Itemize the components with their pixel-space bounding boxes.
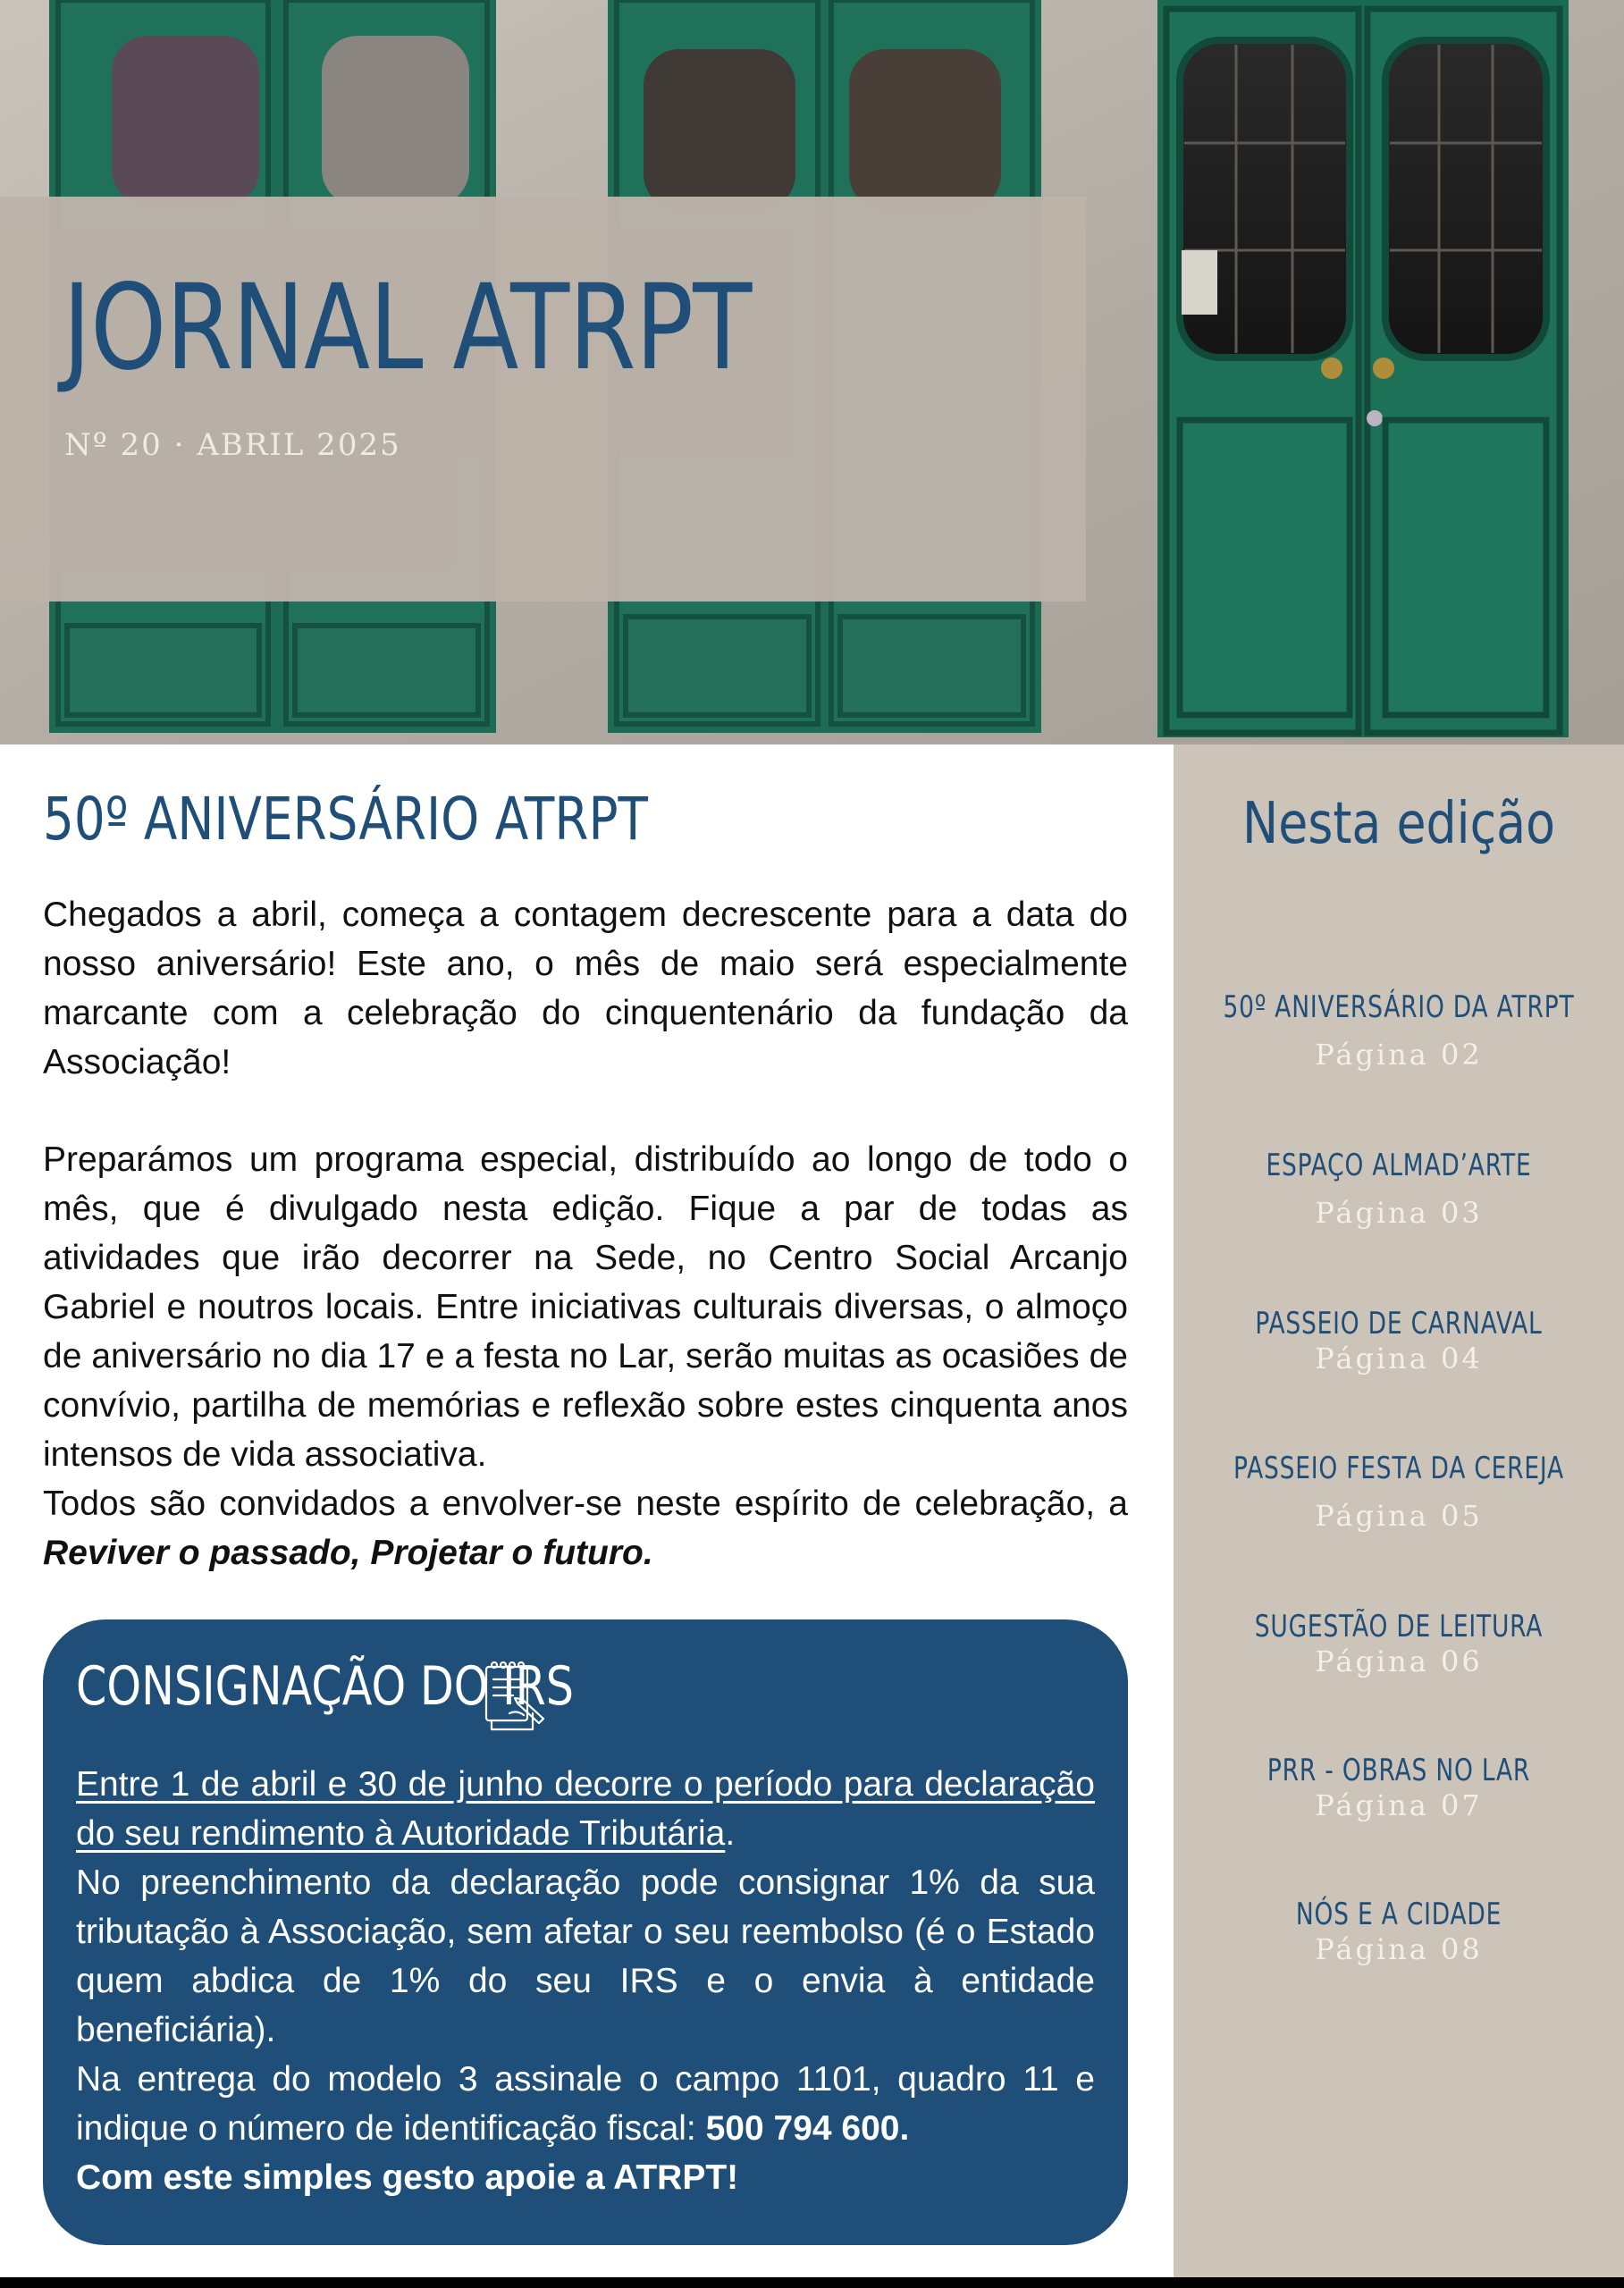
toc-item-label: ESPAÇO ALMAD’ARTE [1266, 1148, 1532, 1183]
article-paragraph: Chegados a abril, começa a contagem decrescente para a data do nosso aniversário! Este ano, o mês de maio será especialmente marcante com a celebração do cinquentenário da fundação da Associação! [43, 896, 1128, 1081]
toc-item-page: Página 07 [1315, 1788, 1483, 1822]
toc-title: Nesta edição [1242, 791, 1555, 857]
irs-title: CONSIGNAÇÃO DO IRS [76, 1655, 575, 1718]
toc-item-page: Página 04 [1315, 1342, 1483, 1375]
article-paragraph: Preparámos um programa especial, distribuído ao longo de todo o mês, que é divulgado nesta edição. Fique a par de todas as atividades que irão decorrer na Sede, no Centro Social Arcanjo Gabriel e noutros locais. Entre iniciativas culturais diversas, o almoço de aniversário no dia 17 e a festa no Lar, serão muitas as ocasiões de convívio, partilha de memórias e reflexão sobre estes cinquenta anos intensos de vida associativa. [43, 1140, 1128, 1474]
toc-item[interactable] [1174, 1148, 1624, 1230]
irs-paragraph: No preenchimento da declaração pode consignar 1% da sua tributação à Associação, sem afetar o seu reembolso (é o Estado quem abdica de 1% do seu IRS e o envia à entidade beneficiária). [76, 1863, 1095, 2049]
toc-item-label: PASSEIO FESTA DA CEREJA [1233, 1451, 1564, 1486]
toc-item-label: 50º ANIVERSÁRIO DA ATRPT [1223, 989, 1575, 1025]
irs-deadline-text: Entre 1 de abril e 30 de junho decorre o período para declaração do seu rendimento à Autoridade Tributária [76, 1765, 1095, 1853]
article-title: 50º ANIVERSÁRIO ATRPT [43, 785, 648, 854]
toc-item[interactable] [1174, 1609, 1624, 1678]
nif-number: 500 794 600. [705, 2109, 910, 2148]
motto: Reviver o passado, Projetar o futuro. [43, 1534, 653, 1572]
toc-item-page: Página 06 [1315, 1644, 1483, 1678]
article-paragraph [43, 1479, 1128, 1577]
toc-item[interactable] [1174, 1897, 1624, 1966]
toc-item-page: Página 05 [1315, 1499, 1483, 1533]
toc-item[interactable] [1174, 1306, 1624, 1375]
toc-item-label: NÓS E A CIDADE [1295, 1897, 1502, 1932]
invitation-text: Todos são convidados a envolver-se neste espírito de celebração, a [43, 1485, 1128, 1523]
toc-item-page: Página 08 [1315, 1932, 1483, 1966]
irs-paragraph: Na entrega do modelo 3 assinale o campo 1101, quadro 11 e indique o número de identificação fiscal: 500 794 600. [76, 2060, 1095, 2148]
masthead-panel [0, 197, 1086, 601]
header-photo [0, 0, 1624, 744]
toc-item[interactable] [1174, 1451, 1624, 1533]
form-pen-icon [483, 1658, 549, 1735]
toc-item-page: Página 03 [1315, 1196, 1483, 1230]
table-of-contents [1174, 744, 1624, 2277]
irs-deadline: Entre 1 de abril e 30 de junho decorre o período para declaração do seu rendimento à Autoridade Tributária. [76, 1765, 1095, 1853]
toc-item[interactable] [1174, 1753, 1624, 1822]
issue-date: Nº 20 · ABRIL 2025 [64, 427, 401, 463]
irs-consignment-box [43, 1619, 1128, 2245]
toc-item[interactable] [1174, 989, 1624, 1072]
toc-item-page: Página 02 [1315, 1038, 1483, 1072]
toc-item-label: PASSEIO DE CARNAVAL [1255, 1306, 1543, 1342]
journal-title: JORNAL ATRPT [63, 259, 752, 397]
toc-item-label: PRR - OBRAS NO LAR [1266, 1753, 1531, 1788]
irs-closing: Com este simples gesto apoie a ATRPT! [76, 2158, 739, 2197]
toc-item-label: SUGESTÃO DE LEITURA [1254, 1609, 1544, 1644]
page-bottom-rule [0, 2277, 1624, 2288]
